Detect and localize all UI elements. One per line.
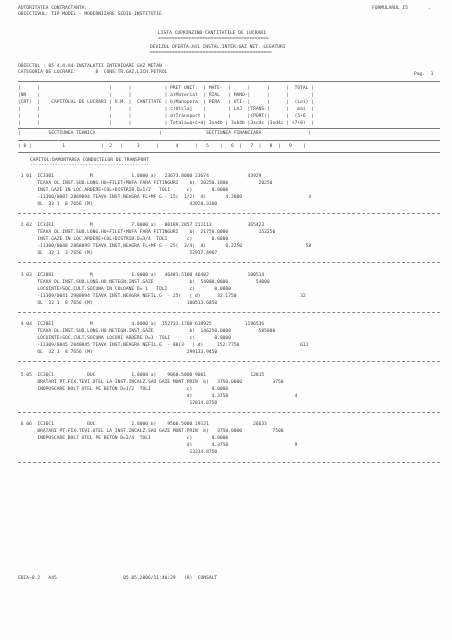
object-line: OBIECTUL : 05 4.4.A4-INSTALATII INTERIOARE GAZ METAN xyxy=(18,64,162,69)
column-numbers: | 0 | 1 | 2 | 3 | 4 | 5 | 6 | 7 | 8 | 9 | xyxy=(18,144,306,149)
table-header-row: | | | | | PRET UNIT. | MATE- | | | | TOTAL | xyxy=(18,86,314,91)
item-line: OL 32 1 8 7656 (M) 43928.3100 xyxy=(18,202,218,207)
table-header-row: |NR | | | | a)Material | RIAL | MANO-| | | | xyxy=(18,93,314,98)
item-line: TEAVA OL.INST.SUD.LONG.HO+FILET+MUFA FARA FITINGURI b) 21750.0000 152250 xyxy=(18,230,276,235)
header-rule-sections xyxy=(18,140,440,141)
contracting-authority: AUTORITATEA CONTRACTANTA: xyxy=(18,6,88,11)
item-line: TEAVA OL.INST.SUD.LONG.HO+FILET+MUFA FARA FITINGURI b) 20250.1800 20250 xyxy=(18,181,273,186)
section-labels: | SECTIUNEA TEHNICA | SECTIUNEA FINANCIARA | xyxy=(18,131,312,136)
document-title-underline: ======================================== xyxy=(158,36,269,41)
item-line: BRATARI PT.FIX.TEVI.OTEL LA INST.INCALZ.SAU GAZE MONT.PRIN b) 3750.0000 3750 xyxy=(18,380,284,385)
item-line: 5 05 IC36C1 BUC 1.0000 a) 9060.5000 9061 12815 xyxy=(18,373,265,378)
item-line: OL 32 1 3 7656 (M) 52917.4967 xyxy=(18,251,218,256)
item-line: -11300/0007 2869094 TEAVA INST.NEAGRA FL+MF G - 15( 1/2) d) 4.2000 4 xyxy=(18,195,312,200)
header-rule-bottom xyxy=(18,152,440,153)
item-line: -11309/0045 2840045 TEAVA INST.NEAGRA NEFIL.G - 80(3 | d) 152.7750 611 xyxy=(18,343,309,348)
form-number-dot: . xyxy=(428,6,431,11)
item-line: INDPUSCARE BOLT OTEL PE BETON D=1/2 TOLI c) 0.0000 xyxy=(18,387,229,392)
objective-line: OBIECTIVUL: TIP MODEL - MODERNIZARE SEDIU INSTITUTIE xyxy=(18,12,162,17)
item-line: 4 04 IC28E1 M 4.0000 a) 152731.1700 610925 1196536 xyxy=(18,322,265,327)
offer-title: DEVIZUL OFERTA:A41 INSTAL.INTER.GAZ NET.-LEGATURI xyxy=(150,45,286,50)
offer-title-underline: ============================================ xyxy=(150,50,272,55)
table-header-row: |CRT) | CAPITOLUL DE LUCRARI | U.M. | CANTITATE | b)Manopera | PERA | UTI- | | | (Lei) | xyxy=(18,100,314,105)
item-line: BRATARI PT.FIX.TEVI.OTEL LA INST.INCALZ.SAU GAZE MONT.PRIN b) 3750.0000 7500 xyxy=(18,429,284,434)
item-line: TEAVA OL.INST.SUD.LONG.HO.NETEGN.INST.GAZE b) 54000.0000 54000 xyxy=(18,280,270,285)
footer-line: EDIA-8.2 A45 05.05.2006/11:40:29 (R) CONSALT xyxy=(18,576,218,581)
item-divider xyxy=(18,361,440,362)
item-line: 3 03 IC28B1 M 1.0000 a) 46481.5100 46482 100514 xyxy=(18,273,265,278)
item-line: 12814.8750 xyxy=(18,401,218,406)
table-header-row: | | | | | d)Transport | | |(PORT)| | (5+6 | xyxy=(18,114,314,119)
item-divider xyxy=(18,213,440,214)
item-line: 13314.8750 xyxy=(18,450,218,455)
item-divider xyxy=(18,312,440,313)
item-divider xyxy=(18,262,440,263)
item-line: OL 32 1 8 7656 (M) 100513.6850 xyxy=(18,301,218,306)
item-line: INDPUSCARE BOLT OTEL PE BETON D=3/4 TOLI c) 0.0000 xyxy=(18,436,229,441)
item-line: INST.GAZE IN LOC.ARDERE+COL+DISTRIB.D=1/2 TOLI c) 0.0000 xyxy=(18,188,229,193)
item-line: 6 06 IC36C1 BUC 2.0000 b) 9560.5000 19121 26633 xyxy=(18,422,267,427)
item-divider xyxy=(18,412,440,413)
category-line: CATEGORIA DE LUCRARI: B CONS.TR.GAZ,LICH.PETROL xyxy=(18,70,168,75)
item-line: -11309/0041 2980094 TEAVA INST.NEAGRA NEFIL.G - 25( | d) 32.1750 32 xyxy=(18,294,306,299)
item-line: d) 4.3750 4 xyxy=(18,394,298,399)
item-line: LOCUINTE+SOC.CULT.SOCUNA LOCURI ARDERE D=3 TOLI c) 0.0000 xyxy=(18,336,231,341)
table-header-row: | | | | | c)Utilaj | | LAJ |TRANS-| | mai | xyxy=(18,107,314,112)
item-line: TEAVA OL.INST.SUD.LONG.HO.NETEGN.INST.GAZE b) 146250.0000 585000 xyxy=(18,329,276,334)
page-number: Pag. 1 xyxy=(414,72,434,77)
item-line: d) 4.3750 9 xyxy=(18,443,298,448)
item-divider xyxy=(18,462,440,463)
item-line: 2 02 IC33E1 M 7.0000 a) 80189.2857 211113 365423 xyxy=(18,223,265,228)
item-line: LOCUINTE+SOC.CULT.SOCUNA IN COLOANE D= 1 TOLI c) 0.0000 xyxy=(18,287,231,292)
header-rule-top xyxy=(18,81,440,82)
document-title: LISTA CUPRINZIND CANTITATILE DE LUCRARI xyxy=(158,31,266,36)
form-number: FORMULARUL I5 xyxy=(372,6,408,11)
header-rule-mid xyxy=(18,128,440,129)
item-line: 1 01 IC33B1 M 1.0000 a) 23673.8000 23674 43929 xyxy=(18,174,262,179)
item-line: OL 32 1 8 7656 (M) 299133.9450 xyxy=(18,350,218,355)
table-header-row: | | | | | Totala=a+c+d| 3xa4b | 3xb4b |3xc4c |3xd4c | +7+8) | xyxy=(18,121,314,126)
item-line: INST.GAZE IN LOC.ARDERE+COL+DISTRIB.D=3/4 TOLI c) 0.0000 xyxy=(18,237,229,242)
item-line: -11300/0048 2868099 TEAVA INST.NEAGRA FL+MF G - 25( 3/4) d) 8.2250 58 xyxy=(18,244,312,249)
chapter-title: CAPITOL:DAMONTAREA CONDUCTELOR DE TRANSPORT xyxy=(30,158,149,163)
chapter-underline: ------------------------------------------- xyxy=(30,163,149,168)
